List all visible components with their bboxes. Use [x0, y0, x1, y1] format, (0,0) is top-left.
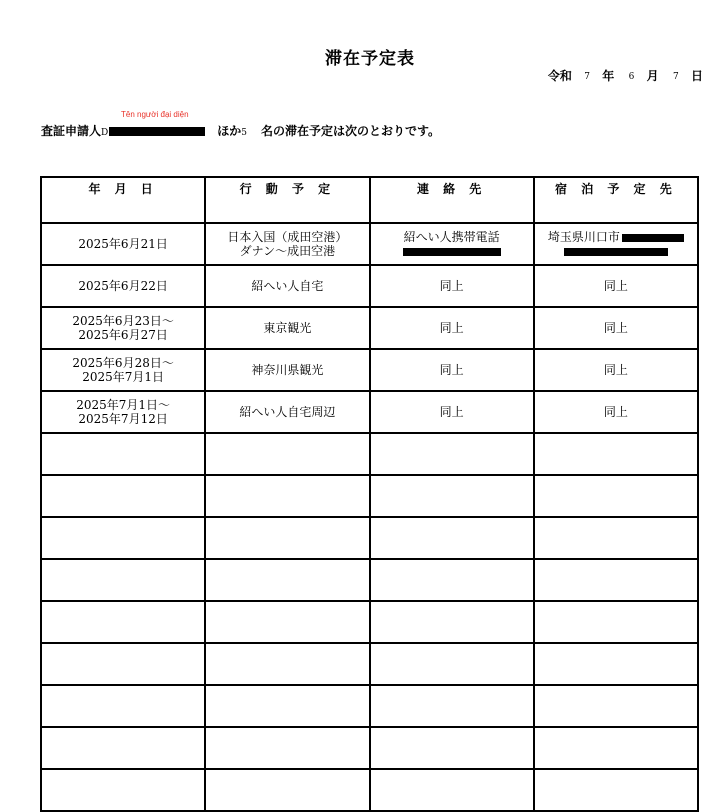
cell-contact: 同上	[370, 265, 534, 307]
cell-contact: 同上	[370, 307, 534, 349]
month-unit: 月	[646, 69, 659, 83]
cell-date	[41, 265, 205, 307]
cell-activity	[205, 265, 369, 307]
date-line: 2025年6月28日～	[72, 356, 174, 370]
cell-date	[41, 391, 205, 433]
empty-cell	[41, 601, 205, 643]
cell-activity	[205, 391, 369, 433]
representative-name-note: Tên người đại diện	[121, 110, 189, 119]
era-label: 令和	[547, 69, 572, 83]
table-header-row	[41, 177, 698, 223]
table-row-empty	[41, 475, 698, 517]
empty-cell	[534, 685, 698, 727]
table-row	[41, 265, 698, 307]
cell-contact: 同上	[370, 349, 534, 391]
contact-line: 紹へい人携帯電話	[403, 230, 500, 244]
cell-activity	[205, 223, 369, 265]
header-lodging: 宿 泊 予 定 先	[534, 177, 698, 223]
cell-activity	[205, 307, 369, 349]
empty-cell	[370, 475, 534, 517]
empty-cell	[205, 769, 369, 811]
empty-cell	[205, 601, 369, 643]
empty-cell	[41, 769, 205, 811]
table-row-empty	[41, 559, 698, 601]
table-row-empty	[41, 769, 698, 811]
year-unit: 年	[602, 69, 615, 83]
table-body	[41, 223, 698, 811]
date-line: 2025年7月1日	[82, 370, 165, 384]
activity-line: 東京観光	[263, 321, 312, 335]
cell-date	[41, 349, 205, 391]
empty-cell	[205, 433, 369, 475]
table-row-empty	[41, 685, 698, 727]
lodging-redaction	[535, 244, 697, 258]
empty-cell	[205, 643, 369, 685]
empty-cell	[370, 559, 534, 601]
empty-cell	[41, 685, 205, 727]
contact-redaction	[371, 244, 533, 258]
empty-cell	[370, 727, 534, 769]
header-date: 年 月 日	[41, 177, 205, 223]
day-unit: 日	[691, 69, 704, 83]
document-title: 滞在予定表	[325, 49, 415, 69]
header-activity: 行 動 予 定	[205, 177, 369, 223]
table-row-empty	[41, 601, 698, 643]
empty-cell	[534, 517, 698, 559]
activity-line: 神奈川県観光	[251, 363, 324, 377]
table-row	[41, 349, 698, 391]
empty-cell	[370, 769, 534, 811]
activity-line: 紹へい人自宅周辺	[239, 405, 336, 419]
empty-cell	[370, 643, 534, 685]
empty-cell	[41, 475, 205, 517]
empty-cell	[41, 517, 205, 559]
empty-cell	[534, 559, 698, 601]
cell-lodging: 同上	[534, 349, 698, 391]
cell-lodging	[534, 223, 698, 265]
empty-cell	[534, 433, 698, 475]
empty-cell	[205, 475, 369, 517]
date-day: 7	[672, 72, 679, 82]
applicant-line	[41, 122, 440, 139]
empty-cell	[534, 769, 698, 811]
date-line: 2025年6月27日	[78, 328, 168, 342]
table-row-empty	[41, 643, 698, 685]
table-row-empty	[41, 727, 698, 769]
applicant-label: 査証申請人	[41, 124, 102, 138]
empty-cell	[534, 601, 698, 643]
empty-cell	[205, 685, 369, 727]
applicant-initial: D	[101, 128, 109, 138]
applicant-suffix: 名の滞在予定は次のとおりです。	[260, 124, 441, 138]
table-row	[41, 223, 698, 265]
applicant-name-redaction	[109, 127, 205, 136]
cell-contact: 同上	[370, 391, 534, 433]
empty-cell	[41, 727, 205, 769]
others-count: 5	[241, 128, 247, 138]
cell-date	[41, 223, 205, 265]
lodging-line: 埼玉県川口市	[535, 230, 697, 244]
cell-activity	[205, 349, 369, 391]
stay-schedule-table	[40, 176, 699, 812]
table-row-empty	[41, 517, 698, 559]
empty-cell	[534, 727, 698, 769]
empty-cell	[41, 433, 205, 475]
activity-line: 日本入国（成田空港）	[227, 230, 348, 244]
cell-lodging: 同上	[534, 307, 698, 349]
cell-lodging: 同上	[534, 265, 698, 307]
empty-cell	[41, 643, 205, 685]
activity-line: 紹へい人自宅	[251, 279, 324, 293]
empty-cell	[534, 643, 698, 685]
empty-cell	[41, 559, 205, 601]
cell-date	[41, 307, 205, 349]
table-row-empty	[41, 433, 698, 475]
empty-cell	[370, 517, 534, 559]
empty-cell	[205, 517, 369, 559]
empty-cell	[370, 433, 534, 475]
empty-cell	[534, 475, 698, 517]
cell-contact	[370, 223, 534, 265]
date-line: 2025年7月1日～	[76, 398, 171, 412]
activity-line: ダナン～成田空港	[239, 244, 336, 258]
date-line: 2025年6月21日	[78, 237, 168, 251]
date-line: 2025年6月23日～	[72, 314, 174, 328]
date-line: 2025年6月22日	[78, 279, 168, 293]
empty-cell	[205, 559, 369, 601]
date-year: 7	[584, 72, 590, 82]
empty-cell	[205, 727, 369, 769]
date-line: 2025年7月12日	[78, 412, 168, 426]
table-row	[41, 307, 698, 349]
others-prefix: ほか	[217, 124, 242, 138]
table-row	[41, 391, 698, 433]
empty-cell	[370, 601, 534, 643]
date-month: 6	[628, 72, 635, 82]
cell-lodging: 同上	[534, 391, 698, 433]
empty-cell	[370, 685, 534, 727]
header-contact: 連 絡 先	[370, 177, 534, 223]
document-date	[548, 67, 705, 84]
